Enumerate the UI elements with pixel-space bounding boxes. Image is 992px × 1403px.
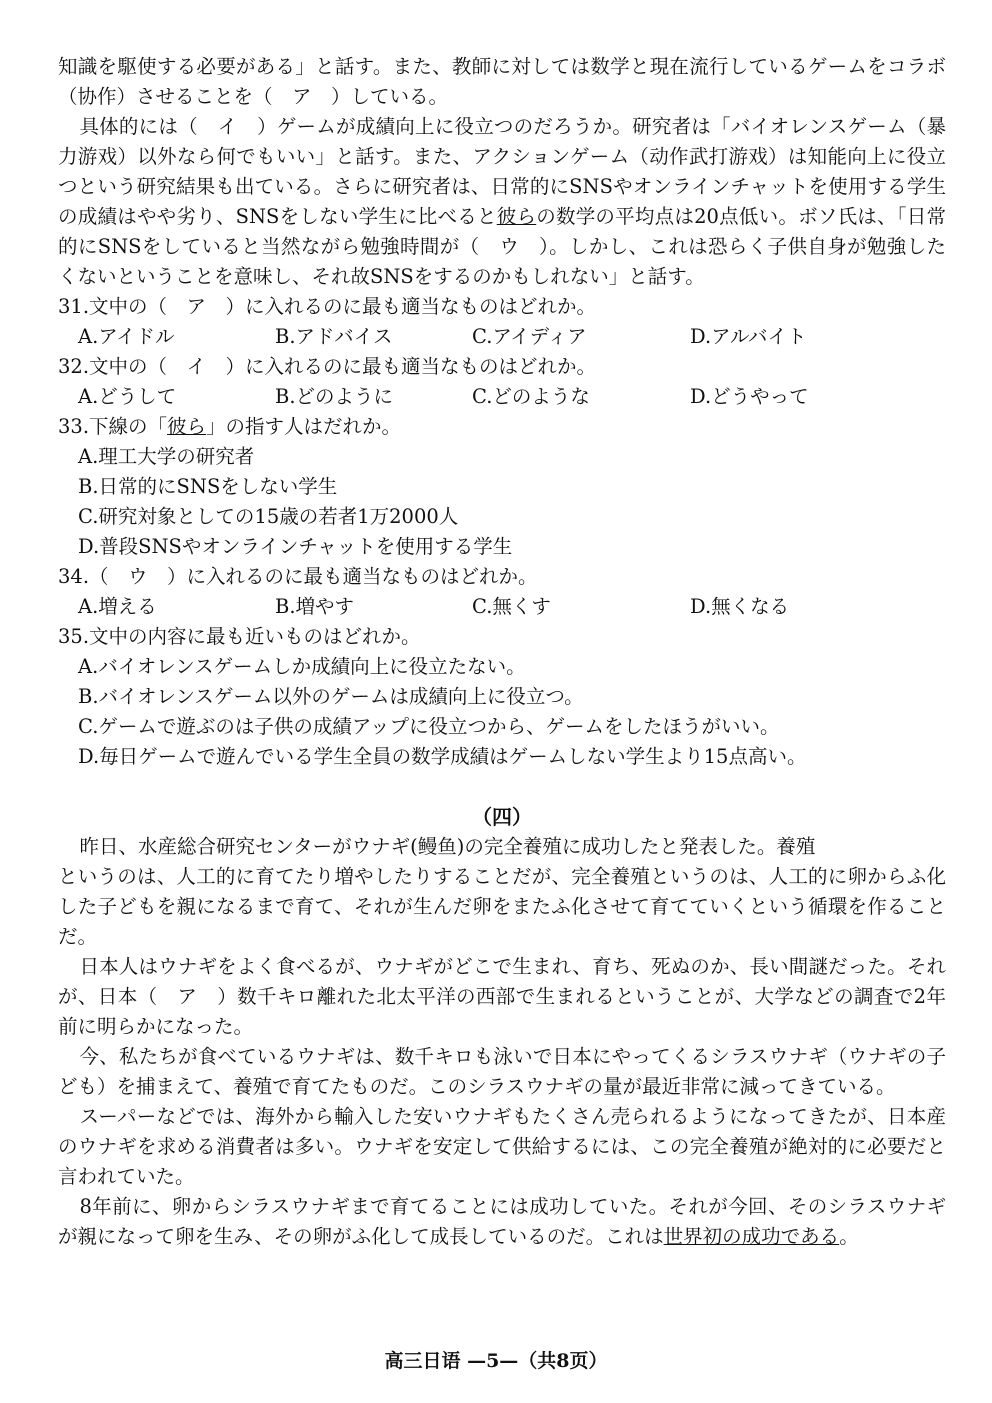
passage4-para1-line1: 昨日、水産総合研究センターがウナギ(鳗鱼)の完全養殖に成功したと発表した。養殖 — [79, 835, 816, 858]
question-31: 31.文中の（ ア ）に入れるのに最も適当なものはどれか。 — [58, 295, 597, 318]
question-32: 32.文中の（ イ ）に入れるのに最も適当なものはどれか。 — [58, 355, 597, 378]
passage4-para2: 日本人はウナギをよく食べるが、ウナギがどこで生まれ、育ち、死ぬのか、長い間謎だった。それが、日本（ ア ）数千キロ離れた北太平洋の西部で生まれるということが、大学などの調査で2年前に明らかになった。 — [58, 955, 946, 1038]
option-d: D.アルバイト — [690, 325, 807, 348]
question-32-options — [58, 382, 946, 412]
option-c: C.研究対象としての15歳の若者1万2000人 — [78, 505, 459, 528]
option-a: A.理工大学の研究者 — [78, 445, 255, 468]
option-c: C.どのような — [472, 385, 590, 408]
option-d: D.普段SNSやオンラインチャットを使用する学生 — [78, 535, 513, 558]
option-d: D.無くなる — [690, 595, 790, 618]
option-a: A.バイオレンスゲームしか成績向上に役立たない。 — [78, 655, 526, 678]
question-35: 35.文中の内容に最も近いものはどれか。 — [58, 625, 421, 648]
passage3-para2: 具体的には（ イ ）ゲームが成績向上に役立つのだろうか。研究者は「バイオレンスゲーム（暴力游戏）以外なら何でもいい」と話す。また、アクションゲーム（动作武打游戏）は知能向上に役立つという研究結果も出ている。さらに研究者は、日常的にSNSやオンラインチャットを使用する学生の成績はやや劣り、SNSをしない学生に比べると彼らの数学の平均点は20点低い。ボソ氏は、「日常的にSNSをしていると当然ながら勉強時間が（ ウ ）。しかし、これは恐らく子供自身が勉強したくないということを意味し、それ故SNSをするのかもしれない」と話す。 — [58, 115, 946, 288]
option-b: B.どのように — [275, 385, 394, 408]
section-title: （四） — [472, 805, 532, 829]
passage4-para5: 8年前に、卵からシラスウナギまで育てることには成功していた。それが今回、そのシラスウナギが親になって卵を生み、その卵がふ化して成長しているのだ。これは世界初の成功である。 — [58, 1195, 946, 1248]
option-b: B.バイオレンスゲーム以外のゲームは成績向上に役立つ。 — [78, 685, 584, 708]
option-b: B.アドバイス — [275, 325, 393, 348]
option-d: D.毎日ゲームで遊んでいる学生全員の数学成績はゲームしない学生より15点高い。 — [78, 745, 807, 768]
option-a: A.アイドル — [78, 325, 175, 348]
page-footer: 高三日语 —5—（共8页） — [384, 1350, 608, 1372]
question-34-options — [58, 592, 946, 622]
passage4-para4: スーパーなどでは、海外から輸入した安いウナギもたくさん売られるようになってきたが、日本産のウナギを求める消費者は多い。ウナギを安定して供給するには、この完全養殖が絶対的に必要だと言われていた。 — [58, 1105, 946, 1188]
option-a: A.増える — [78, 595, 157, 618]
option-b: B.日常的にSNSをしない学生 — [78, 475, 338, 498]
option-c: C.アイディア — [472, 325, 587, 348]
option-b: B.増やす — [275, 595, 355, 618]
option-a: A.どうして — [78, 385, 177, 408]
option-c: C.ゲームで遊ぶのは子供の成績アップに役立つから、ゲームをしたほうがいい。 — [78, 715, 780, 738]
question-31-options — [58, 322, 946, 352]
option-c: C.無くす — [472, 595, 551, 618]
passage4-para1-rest: というのは、人工的に育てたり増やしたりすることだが、完全養殖というのは、人工的に卵からふ化した子どもを親になるまで育て、それが生んだ卵をまたふ化させて育てていくという循環を作ることだ。 — [58, 865, 946, 948]
question-34: 34.（ ウ ）に入れるのに最も適当なものはどれか。 — [58, 565, 538, 588]
underlined-karera: 彼ら — [496, 205, 537, 228]
passage4-para3: 今、私たちが食べているウナギは、数千キロも泳いで日本にやってくるシラスウナギ（ウナギの子ども）を捕まえて、養殖で育てたものだ。このシラスウナギの量が最近非常に減ってきている。 — [58, 1045, 946, 1098]
option-d: D.どうやって — [690, 385, 809, 408]
underlined-sekai-hatsu: 世界初の成功である — [663, 1225, 840, 1248]
question-33: 33.下線の「彼ら」の指す人はだれか。 — [58, 415, 402, 438]
passage3-para1-tail: 知識を駆使する必要がある」と話す。また、教師に対しては数学と現在流行しているゲームをコラボ（协作）させることを（ ア ）している。 — [58, 55, 946, 108]
